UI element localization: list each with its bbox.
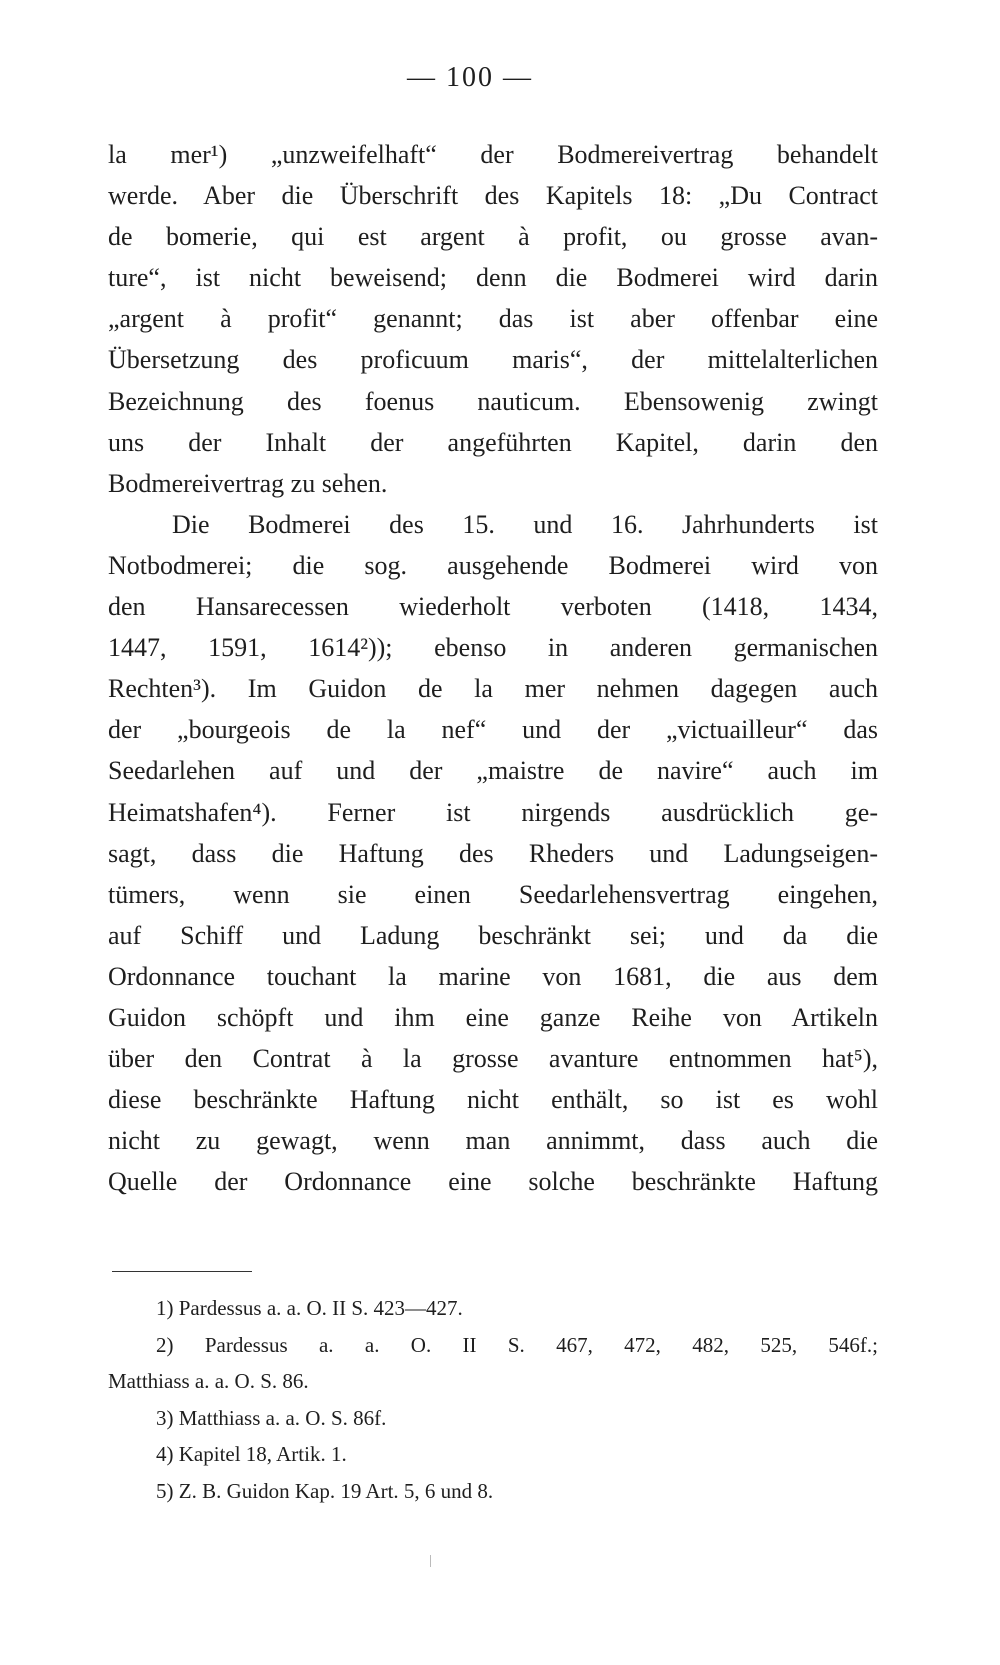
footnote-2: 2) Pardessus a. a. O. II S. 467, 472, 482, 525, 546f.; <box>156 1332 878 1357</box>
footnote-4: 4) Kapitel 18, Artik. 1. <box>156 1442 347 1466</box>
text-line: de bomerie, qui est argent à profit, ou grosse avan- <box>108 222 878 252</box>
text-line: ture“, ist nicht beweisend; denn die Bodmerei wird darin <box>108 263 878 293</box>
text-line: über den Contrat à la grosse avanture entnommen hat⁵), <box>108 1044 878 1074</box>
footnote-2-continuation: Matthiass a. a. O. S. 86. <box>108 1369 309 1393</box>
text-line: nicht zu gewagt, wenn man annimmt, dass auch die <box>108 1126 878 1156</box>
scan-mark <box>430 1555 431 1567</box>
text-line: Bodmereivertrag zu sehen. <box>108 468 388 498</box>
page-number: — 100 — <box>407 62 533 93</box>
text-line: Seedarlehen auf und der „maistre de navire“ auch im <box>108 756 878 786</box>
text-line: auf Schiff und Ladung beschränkt sei; und da die <box>108 920 878 950</box>
text-line: Notbodmerei; die sog. ausgehende Bodmerei wird von <box>108 550 878 580</box>
text-line: uns der Inhalt der angeführten Kapitel, darin den <box>108 427 878 457</box>
text-line: werde. Aber die Überschrift des Kapitels 18: „Du Contract <box>108 181 878 211</box>
text-line: den Hansarecessen wiederholt verboten (1418, 1434, <box>108 592 878 622</box>
text-line: der „bourgeois de la nef“ und der „victuailleur“ das <box>108 715 878 745</box>
footnotes <box>108 1290 878 1509</box>
text-line: Rechten³). Im Guidon de la mer nehmen dagegen auch <box>108 674 878 704</box>
text-line: Übersetzung des proficuum maris“, der mittelalterlichen <box>108 345 878 375</box>
text-line: „argent à profit“ genannt; das ist aber offenbar eine <box>108 304 878 334</box>
text-line: Bezeichnung des foenus nauticum. Ebensowenig zwingt <box>108 386 878 416</box>
text-line: tümers, wenn sie einen Seedarlehensvertrag eingehen, <box>108 879 878 909</box>
paragraph-start-line: Die Bodmerei des 15. und 16. Jahrhunderts ist <box>172 509 878 539</box>
body-text <box>108 134 878 1202</box>
text-line: Ordonnance touchant la marine von 1681, die aus dem <box>108 961 878 991</box>
text-line: la mer¹) „unzweifelhaft“ der Bodmereivertrag behandelt <box>108 140 878 169</box>
text-line: sagt, dass die Haftung des Rheders und Ladungseigen- <box>108 838 878 868</box>
footnote-5: 5) Z. B. Guidon Kap. 19 Art. 5, 6 und 8. <box>156 1478 494 1503</box>
text-line: 1447, 1591, 1614²)); ebenso in anderen germanischen <box>108 633 878 663</box>
text-line: Guidon schöpft und ihm eine ganze Reihe von Artikeln <box>108 1002 878 1032</box>
text-line: Heimatshafen⁴). Ferner ist nirgends ausdrücklich ge- <box>108 797 878 827</box>
footnote-divider <box>112 1271 252 1272</box>
text-line: diese beschränkte Haftung nicht enthält, so ist es wohl <box>108 1085 878 1115</box>
text-line: Quelle der Ordonnance eine solche beschränkte Haftung <box>108 1167 878 1197</box>
footnote-3: 3) Matthiass a. a. O. S. 86f. <box>156 1405 387 1430</box>
footnote-1: 1) Pardessus a. a. O. II S. 423—427. <box>156 1296 463 1320</box>
